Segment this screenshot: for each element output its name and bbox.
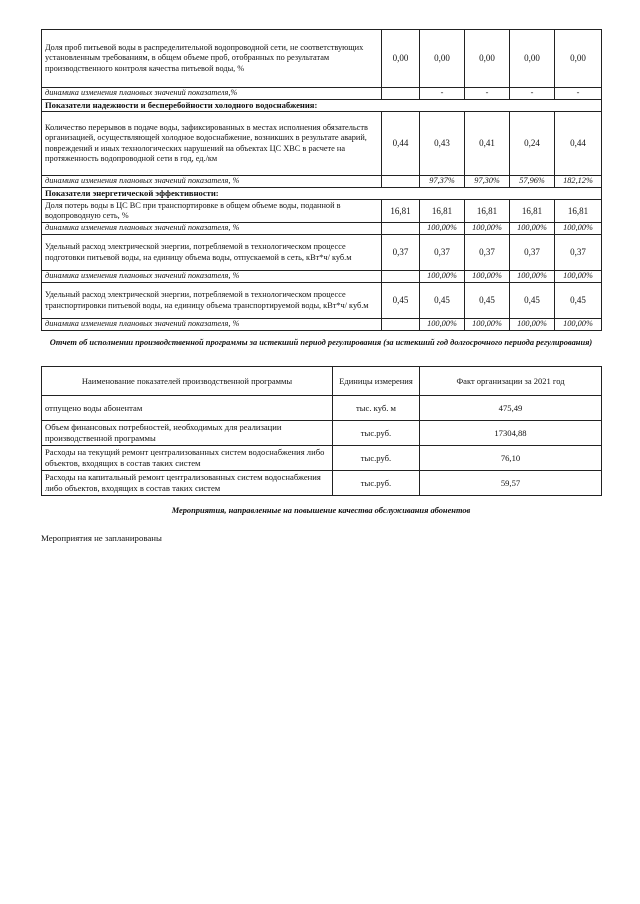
indicator-value: 0,43: [420, 112, 465, 176]
indicator-value: 0,00: [555, 30, 602, 88]
column-header-unit: Единицы измерения: [333, 367, 420, 396]
report-row-name: Расходы на текущий ремонт централизованных систем водоснабжения либо объектов, входящих в состав таких систем: [42, 446, 333, 471]
dynamics-value: -: [555, 88, 602, 100]
report-caption: Отчет об исполнении производственной программы за истекший период регулирования (за истекший год долгосрочного периода регулирования): [49, 338, 593, 347]
dynamics-value: 100,00%: [465, 223, 510, 235]
indicator-value: 0,44: [555, 112, 602, 176]
dynamics-value: 97,37%: [420, 176, 465, 188]
measures-note: Мероприятия не запланированы: [41, 533, 162, 543]
report-row-name: Расходы на капитальный ремонт централизованных систем водоснабжения либо объектов, входящих в состав таких систем: [42, 471, 333, 496]
indicator-value: 16,81: [510, 200, 555, 223]
indicator-value: 0,37: [382, 235, 420, 271]
table-row: [42, 88, 602, 100]
dynamics-label: динамика изменения плановых значений показателя, %: [42, 319, 382, 331]
dynamics-value: 100,00%: [555, 271, 602, 283]
section-energy: Показатели энергетической эффективности:: [42, 188, 602, 200]
indicator-value: 16,81: [382, 200, 420, 223]
column-header-name: Наименование показателей производственной программы: [42, 367, 333, 396]
dynamics-value: 100,00%: [510, 223, 555, 235]
dynamics-value: 100,00%: [555, 319, 602, 331]
indicator-value: 0,45: [555, 283, 602, 319]
report-row-value: 59,57: [420, 471, 602, 496]
dynamics-value: [382, 176, 420, 188]
dynamics-value: 100,00%: [420, 271, 465, 283]
indicator-value: 0,37: [510, 235, 555, 271]
report-row-unit: тыс. куб. м: [333, 396, 420, 421]
dynamics-value: 100,00%: [510, 319, 555, 331]
dynamics-value: [382, 88, 420, 100]
table-row: [42, 421, 602, 446]
indicator-value: 0,37: [420, 235, 465, 271]
table-row: [42, 200, 602, 223]
dynamics-value: 182,12%: [555, 176, 602, 188]
indicator-label: Удельный расход электрической энергии, потребляемой в технологическом процессе подготовки питьевой воды, на единицу объема воды, отпускаемой в сеть, кВт*ч/ куб.м: [42, 235, 382, 271]
report-row-value: 17304,88: [420, 421, 602, 446]
indicator-value: 0,45: [465, 283, 510, 319]
table-row: [42, 112, 602, 176]
indicator-value: 0,24: [510, 112, 555, 176]
dynamics-value: 100,00%: [420, 319, 465, 331]
table-row: [42, 471, 602, 496]
indicator-value: 0,44: [382, 112, 420, 176]
dynamics-label: динамика изменения плановых значений показателя,%: [42, 88, 382, 100]
report-row-unit: тыс.руб.: [333, 421, 420, 446]
dynamics-label: динамика изменения плановых значений показателя, %: [42, 176, 382, 188]
dynamics-value: [382, 319, 420, 331]
indicator-value: 0,45: [382, 283, 420, 319]
indicator-value: 0,00: [465, 30, 510, 88]
dynamics-value: -: [465, 88, 510, 100]
dynamics-value: 57,96%: [510, 176, 555, 188]
indicator-value: 16,81: [555, 200, 602, 223]
indicator-value: 0,41: [465, 112, 510, 176]
report-row-unit: тыс.руб.: [333, 446, 420, 471]
table-row: [42, 319, 602, 331]
indicators-table: [41, 29, 602, 331]
indicator-label: Количество перерывов в подаче воды, зафиксированных в местах исполнения обязательств организацией, осуществляющей холодное водоснабжение, возникших в результате аварий, повреждений и иных технологических нарушений на объектах ЦС ХВС в расчете на протяженность водопроводной сети в год, ед./км: [42, 112, 382, 176]
section-header-row: [42, 100, 602, 112]
indicator-value: 0,00: [382, 30, 420, 88]
section-header-row: [42, 188, 602, 200]
indicator-value: 0,45: [420, 283, 465, 319]
dynamics-value: -: [510, 88, 555, 100]
indicator-value: 0,37: [465, 235, 510, 271]
dynamics-value: 97,30%: [465, 176, 510, 188]
dynamics-value: 100,00%: [510, 271, 555, 283]
table-row: [42, 271, 602, 283]
report-row-value: 475,49: [420, 396, 602, 421]
indicator-label: Доля проб питьевой воды в распределительной водопроводной сети, не соответствующих установленным требованиям, в общем объеме проб, отобранных по результатам производственного контроля качества питьевой воды, %: [42, 30, 382, 88]
dynamics-value: 100,00%: [420, 223, 465, 235]
dynamics-value: 100,00%: [465, 271, 510, 283]
indicator-value: 0,00: [420, 30, 465, 88]
section-reliability: Показатели надежности и бесперебойности холодного водоснабжения:: [42, 100, 602, 112]
indicator-value: 0,00: [510, 30, 555, 88]
table-row: [42, 223, 602, 235]
indicator-value: 16,81: [465, 200, 510, 223]
dynamics-value: -: [420, 88, 465, 100]
dynamics-label: динамика изменения плановых значений показателя, %: [42, 271, 382, 283]
indicator-label: Удельный расход электрической энергии, потребляемой в технологическом процессе транспортировки питьевой воды, на единицу объема транспортируемой воды, кВт*ч/ куб.м: [42, 283, 382, 319]
measures-caption: Мероприятия, направленные на повышение качества обслуживания абонентов: [171, 506, 471, 515]
report-row-value: 76,10: [420, 446, 602, 471]
table-row: [42, 30, 602, 88]
dynamics-value: 100,00%: [465, 319, 510, 331]
column-header-value: Факт организации за 2021 год: [420, 367, 602, 396]
report-row-name: отпущено воды абонентам: [42, 396, 333, 421]
indicator-value: 16,81: [420, 200, 465, 223]
dynamics-value: 100,00%: [555, 223, 602, 235]
table-row: [42, 176, 602, 188]
indicator-value: 0,37: [555, 235, 602, 271]
report-table: [41, 366, 602, 496]
report-row-unit: тыс.руб.: [333, 471, 420, 496]
report-row-name: Объем финансовых потребностей, необходимых для реализации производственной программы: [42, 421, 333, 446]
table-row: [42, 235, 602, 271]
report-header-row: [42, 367, 602, 396]
table-row: [42, 446, 602, 471]
indicator-value: 0,45: [510, 283, 555, 319]
dynamics-value: [382, 223, 420, 235]
table-row: [42, 283, 602, 319]
dynamics-value: [382, 271, 420, 283]
dynamics-label: динамика изменения плановых значений показателя, %: [42, 223, 382, 235]
indicator-label: Доля потерь воды в ЦС ВС при транспортировке в общем объеме воды, поданной в водопроводную сеть, %: [42, 200, 382, 223]
table-row: [42, 396, 602, 421]
